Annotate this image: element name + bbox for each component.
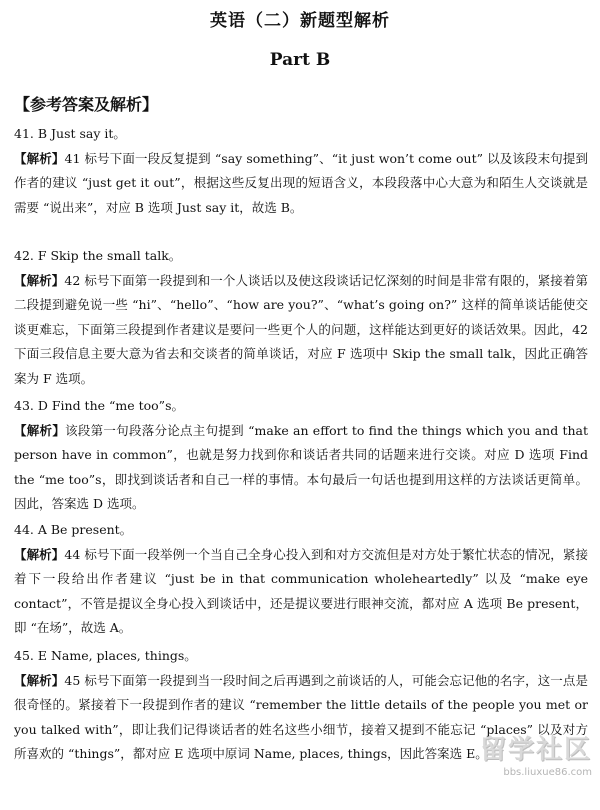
explanation-tag: 【解析】 (14, 422, 66, 438)
section-heading: 【参考答案及解析】 (14, 95, 159, 114)
watermark (462, 734, 592, 792)
answer-item-43 (14, 394, 588, 517)
explanation-text: 该段第一句段落分论点主句提到 “make an effort to find the things which you and that person have in common”，也就是努力找到你和谈话者共同的话题来进行交谈。对应 D 选项 Find the “me too”s，即找到谈话者和自己一样的事情。本句最后一句话也提到用这样的方法谈话更简单。因此，答案选 D 选项。 (14, 422, 588, 511)
answer-line: 43. D Find the “me too”s。 (14, 398, 184, 413)
explanation-text: 41 标号下面一段反复提到 “say something”、“it just won’t come out” 以及该段末句提到作者的建议 “just get it out”，根据这些反复出现的短语含义，本段段落中心大意为和陌生人交谈就是需要 “说出来”，对应 B 选项 Just say it，故选 B。 (14, 150, 588, 215)
watermark-logo: 留学社区 (479, 735, 592, 765)
document-subtitle: Part B (269, 50, 331, 70)
document-title: 英语（二）新题型解析 (210, 11, 390, 31)
explanation-tag: 【解析】 (14, 546, 65, 562)
explanation-paragraph (14, 147, 588, 221)
explanation-tag: 【解析】 (14, 150, 65, 166)
explanation-paragraph (14, 419, 588, 517)
watermark-url: bbs.liuxue86.com (503, 767, 592, 778)
explanation-text: 42 标号下面第一段提到和一个人谈话以及使这段谈话记忆深刻的时间是非常有限的，紧接着第二段提到避免说一些 “hi”、“hello”、“how are you?”、“what’s going on?” 这样的简单谈话能使交谈更难忘，下面第三段提到作者建议是要问一些更个人的问题，这样能达到更好的谈话效果。因此，42 下面三段信息主要大意为省去和交谈者的简单谈话，对应 F 选项中 Skip the small talk，因此正确答案为 F 选项。 (14, 272, 588, 386)
answer-item-44 (14, 518, 588, 641)
explanation-paragraph (14, 543, 588, 641)
explanation-paragraph (14, 269, 588, 392)
answer-line: 45. E Name, places, things。 (14, 648, 197, 663)
explanation-tag: 【解析】 (14, 272, 65, 288)
answer-line: 44. A Be present。 (14, 522, 133, 537)
answer-item-42 (14, 244, 588, 391)
explanation-text: 45 标号下面第一段提到当一段时间之后再遇到之前谈话的人，可能会忘记他的名字，这一点是很奇怪的。紧接着下一段提到作者的建议 “remember the little details of the people you met or you talked with”，即让我们记得谈话者的姓名这些小细节，接着又提到不能忘记 “places” 以及对方所喜欢的 “things”，都对应 E 选项中原词 Name, places, things，因此答案选 E。 (14, 672, 588, 761)
answer-line: 42. F Skip the small talk。 (14, 248, 182, 263)
explanation-tag: 【解析】 (14, 672, 65, 688)
answer-item-41 (14, 122, 588, 220)
answer-line: 41. B Just say it。 (14, 126, 126, 141)
explanation-text: 44 标号下面一段举例一个当自己全身心投入到和对方交流但是对方处于繁忙状态的情况，紧接着下一段给出作者建议 “just be in that communication wholeheartedly” 以及 “make eye contact”，不管是提议全身心投入到谈话中，还是提议要进行眼神交流，都对应 A 选项 Be present，即 “在场”，故选 A。 (14, 546, 588, 635)
